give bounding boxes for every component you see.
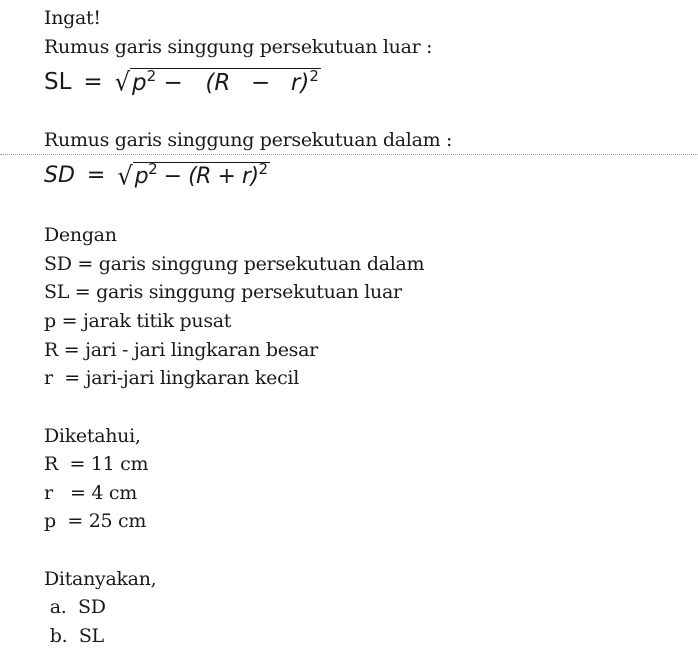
inner-tangent-formula-label: Rumus garis singgung persekutuan dalam : xyxy=(44,129,453,151)
definition-item: R = jari - jari lingkaran besar xyxy=(44,339,318,361)
definition-item: p = jarak titik pusat xyxy=(44,310,232,332)
radical-icon: √ xyxy=(117,161,133,191)
formula-lhs: SD xyxy=(44,163,75,188)
known-item: p = 25 cm xyxy=(44,510,147,532)
known-item: r = 4 cm xyxy=(44,482,137,504)
asked-item: a. SD xyxy=(44,596,106,618)
square-root xyxy=(115,66,321,97)
asked-item: b. SL xyxy=(44,625,104,647)
known-heading: Diketahui, xyxy=(44,425,141,447)
radicand: $p^2 - (R - r)^2$ xyxy=(132,67,319,96)
definition-item: SL = garis singgung persekutuan luar xyxy=(44,281,402,303)
square-root xyxy=(117,160,269,191)
formula-lhs: SL xyxy=(44,69,72,95)
equals-sign: = xyxy=(83,69,103,95)
asked-heading: Ditanyakan, xyxy=(44,568,157,590)
outer-tangent-formula xyxy=(44,66,321,97)
outer-tangent-formula-label: Rumus garis singgung persekutuan luar : xyxy=(44,36,433,58)
reminder-heading: Ingat! xyxy=(44,7,101,29)
radicand: $p^2 - (R + r)^2$ xyxy=(134,160,268,189)
inner-tangent-formula xyxy=(44,160,270,191)
definition-item: r = jari-jari lingkaran kecil xyxy=(44,367,299,389)
radical-icon: √ xyxy=(114,67,130,97)
definitions-heading: Dengan xyxy=(44,224,117,246)
equals-sign: = xyxy=(86,163,106,188)
known-item: R = 11 cm xyxy=(44,453,149,475)
page-break-divider xyxy=(0,154,698,155)
definition-item: SD = garis singgung persekutuan dalam xyxy=(44,253,425,275)
